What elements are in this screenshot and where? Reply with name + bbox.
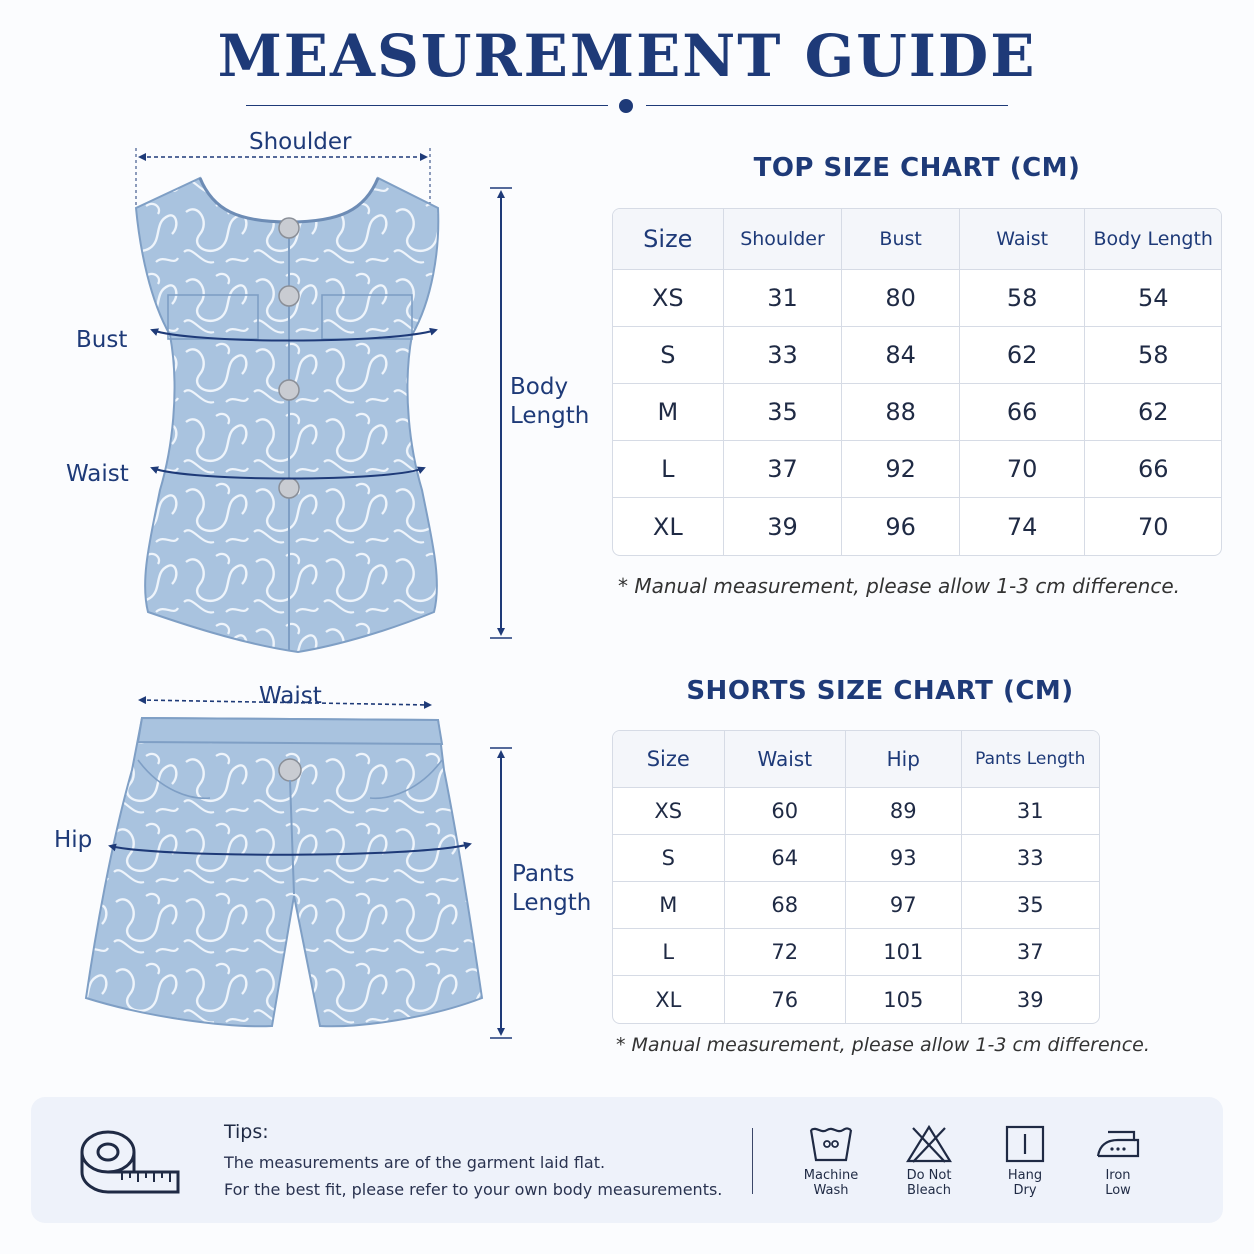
care-machine-wash: Machine Wash [786, 1124, 876, 1198]
title-divider [246, 96, 1008, 116]
top-chart-note: * Manual measurement, please allow 1-3 cm difference. [618, 574, 1181, 598]
tips-line-1: The measurements are of the garment laid flat. [224, 1153, 606, 1172]
waist-cell: 72 [725, 929, 847, 976]
waist-cell: 58 [960, 270, 1086, 327]
body-length-cell: 66 [1085, 441, 1221, 498]
header-size: Size [613, 731, 725, 788]
shorts-size-table [612, 730, 1100, 1024]
page-title: MEASUREMENT GUIDE [217, 22, 1037, 90]
bust-label: Bust [76, 327, 128, 353]
care-do-not-bleach: Do Not Bleach [884, 1124, 974, 1198]
pants-length-cell: 39 [1016, 987, 1044, 1012]
tips-line-2: For the best fit, please refer to your own body measurements. [224, 1180, 723, 1199]
size-cell: M [613, 882, 725, 929]
header-waist: Waist [960, 209, 1086, 270]
body-length-cell: 54 [1085, 270, 1221, 327]
waist-label: Waist [66, 461, 129, 487]
hip-cell: 89 [846, 788, 961, 835]
shoulder-cell: 37 [724, 441, 843, 498]
hip-cell: 101 [846, 929, 961, 976]
size-cell: XS [613, 788, 725, 835]
shoulder-label: Shoulder [249, 129, 352, 155]
size-cell: S [613, 327, 724, 384]
top-size-table [612, 208, 1222, 556]
header-body-length: Body Length [1085, 209, 1221, 270]
pants-length-cell: 35 [962, 882, 1099, 929]
table-row [613, 327, 1221, 384]
size-cell: L [613, 929, 725, 976]
bust-cell: 80 [842, 270, 960, 327]
do-not-bleach-icon [905, 1124, 953, 1164]
hang-dry-icon [1001, 1124, 1049, 1164]
header-waist: Waist [725, 731, 847, 788]
tips-divider [752, 1128, 753, 1194]
pants-length-cell: 37 [962, 929, 1099, 976]
table-row [613, 835, 1099, 882]
measuring-tape-icon [78, 1128, 182, 1196]
shoulder-cell: 39 [724, 498, 843, 555]
care-iron-low: Iron Low [1073, 1124, 1163, 1198]
header-size: Size [613, 209, 724, 270]
care-hang-dry: Hang Dry [980, 1124, 1070, 1198]
shorts-chart-note: * Manual measurement, please allow 1-3 cm difference. [616, 1034, 1150, 1056]
body-length-cell: 62 [1085, 384, 1221, 441]
waist-cell: 64 [725, 835, 847, 882]
shorts-chart-title: SHORTS SIZE CHART (CM) [686, 676, 1074, 706]
table-row [613, 976, 1099, 1023]
table-row [613, 270, 1221, 327]
waist-cell: 68 [725, 882, 847, 929]
size-cell: XS [613, 270, 724, 327]
body-length-label: Body Length [510, 374, 590, 429]
table-row [613, 441, 1221, 498]
header-shoulder: Shoulder [724, 209, 843, 270]
top-chart-title: TOP SIZE CHART (CM) [753, 153, 1081, 183]
table-row [613, 384, 1221, 441]
hip-cell: 105 [846, 976, 961, 1023]
waist-cell: 70 [960, 441, 1086, 498]
pants-length-cell: 33 [962, 835, 1099, 882]
hip-cell: 93 [846, 835, 961, 882]
body-length-cell: 58 [1085, 327, 1221, 384]
vest-shape [136, 178, 438, 652]
waist-cell: 74 [960, 498, 1086, 555]
hip-cell: 97 [846, 882, 961, 929]
header-bust: Bust [842, 209, 960, 270]
pants-length-cell: 31 [962, 788, 1099, 835]
table-row [613, 788, 1099, 835]
body-length-cell: 70 [1137, 512, 1169, 541]
size-cell: M [613, 384, 724, 441]
bust-cell: 96 [842, 498, 960, 555]
size-cell: XL [613, 976, 725, 1023]
shoulder-cell: 31 [724, 270, 843, 327]
table-row [613, 882, 1099, 929]
hip-label: Hip [54, 827, 93, 853]
iron-low-icon [1094, 1124, 1142, 1164]
machine-wash-icon [807, 1124, 855, 1164]
pants-length-label: Pants Length [512, 861, 592, 916]
bust-cell: 92 [842, 441, 960, 498]
waist-cell: 60 [725, 788, 847, 835]
tips-title: Tips: [224, 1121, 269, 1143]
waist-cell: 66 [960, 384, 1086, 441]
waist-cell: 76 [725, 976, 847, 1023]
waist-cell: 62 [960, 327, 1086, 384]
size-cell: L [613, 441, 724, 498]
shoulder-cell: 33 [724, 327, 843, 384]
shorts-waist-label: Waist [259, 683, 322, 709]
bust-cell: 88 [842, 384, 960, 441]
bust-cell: 84 [842, 327, 960, 384]
table-row [613, 498, 1221, 555]
header-pants-length: Pants Length [962, 731, 1099, 788]
shoulder-cell: 35 [724, 384, 843, 441]
size-cell: S [613, 835, 725, 882]
table-row [613, 929, 1099, 976]
header-hip: Hip [846, 731, 961, 788]
size-cell: XL [613, 498, 724, 555]
